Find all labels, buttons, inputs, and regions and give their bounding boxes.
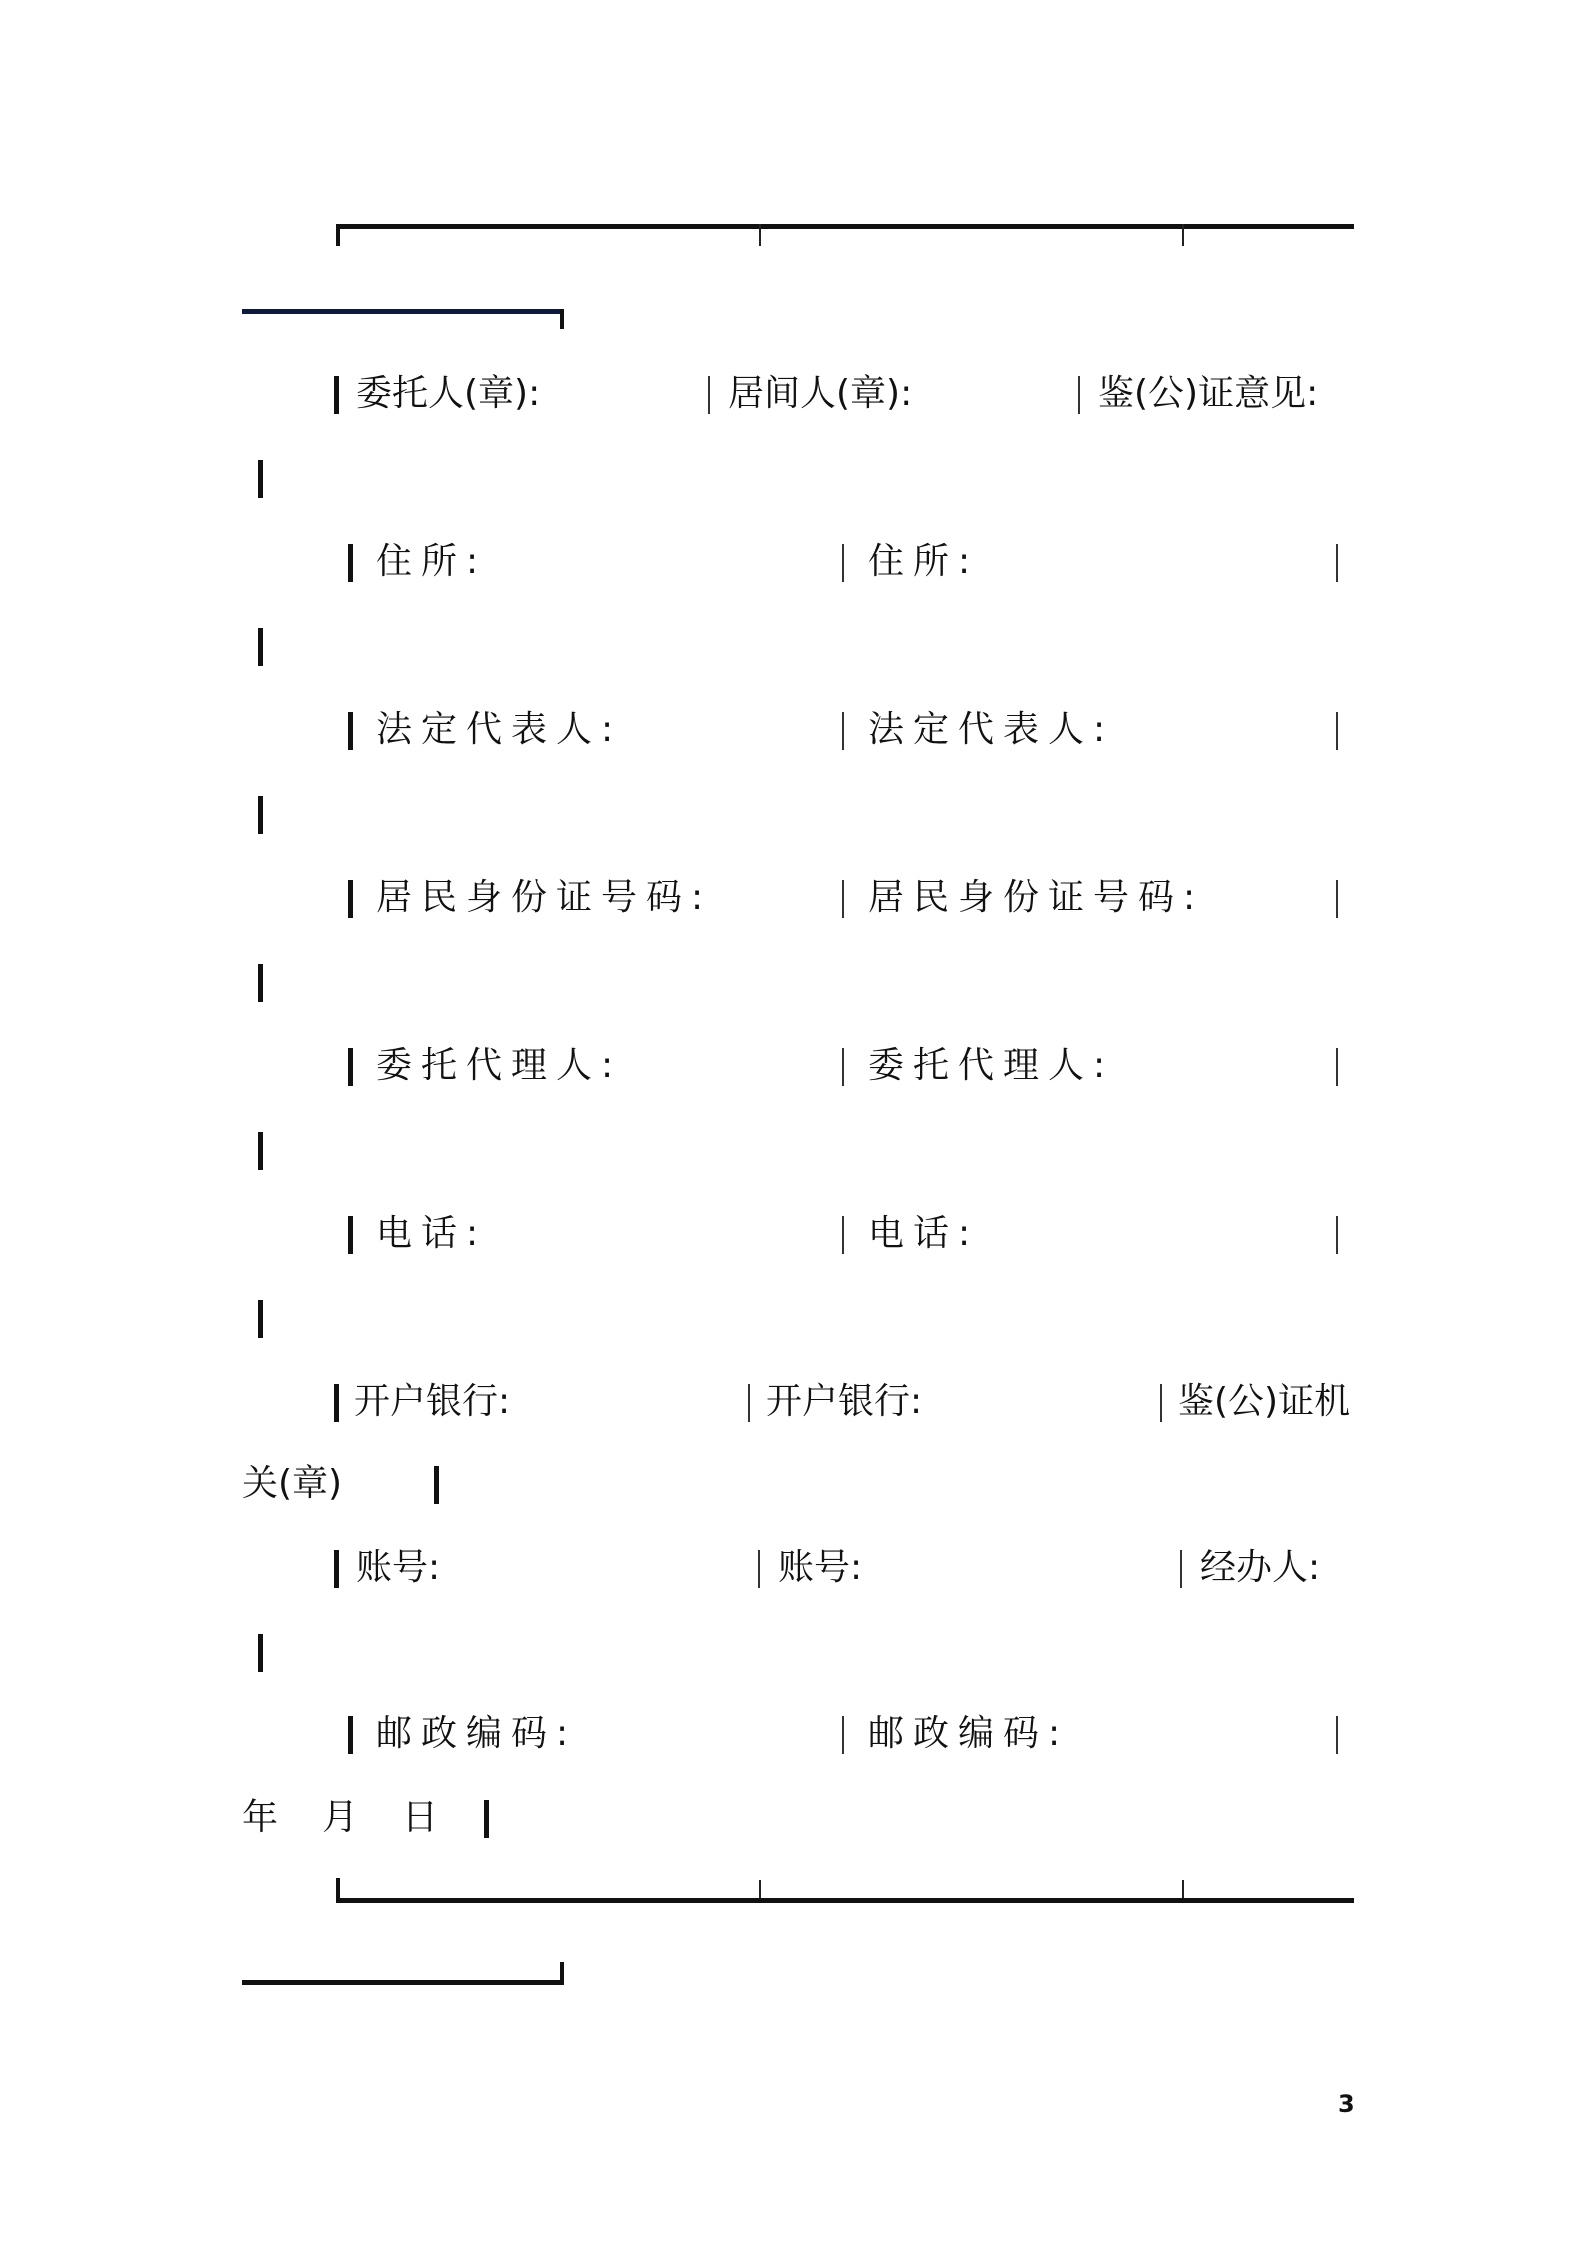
address-label-a: 住所: (376, 541, 488, 582)
notary-office-label-cont: 关(章) (242, 1463, 343, 1504)
intermediary-seal-label: 居间人(章): (728, 373, 913, 414)
date-label: 年 月 日 (242, 1797, 443, 1838)
bank-label-a: 开户银行: (354, 1381, 511, 1422)
handler-label: 经办人: (1200, 1547, 1321, 1588)
account-label-a: 账号: (356, 1547, 441, 1588)
row2-wrap-bar (258, 628, 263, 666)
notary-opinion-label: 鉴(公)证意见: (1098, 373, 1319, 414)
row5-wrap-bar (258, 1132, 263, 1170)
row2-bar-b (842, 544, 844, 582)
consignor-seal-label: 委托人(章): (356, 373, 541, 414)
row6-bar-b (842, 1216, 844, 1254)
row8-wrap-bar (258, 1634, 263, 1672)
top-border-tick-1 (759, 224, 761, 246)
row2-bar-c (1336, 544, 1338, 582)
top-border-line (336, 224, 1354, 229)
row2-bar-a (348, 544, 353, 582)
top-border-left-tick (336, 224, 340, 246)
row6-bar-a (348, 1216, 353, 1254)
row1-bar-a (334, 376, 339, 414)
row5-bar-a (348, 1048, 353, 1086)
top-border-wrap-line (242, 309, 564, 314)
top-border-tick-2 (1182, 224, 1184, 246)
row4-bar-a (348, 880, 353, 918)
id-number-label-a: 居民身份证号码: (376, 877, 713, 918)
row3-bar-a (348, 712, 353, 750)
agent-label-b: 委托代理人: (868, 1045, 1115, 1086)
postal-code-label-b: 邮政编码: (868, 1713, 1070, 1754)
row3-bar-b (842, 712, 844, 750)
bottom-border-line (336, 1898, 1354, 1903)
address-label-b: 住所: (868, 541, 980, 582)
bottom-border-wrap-line (242, 1980, 564, 1985)
row8-bar-c (1180, 1550, 1182, 1588)
postal-code-label-a: 邮政编码: (376, 1713, 578, 1754)
row1-bar-c (1078, 376, 1080, 414)
row8-bar-b (758, 1550, 760, 1588)
row1-bar-b (708, 376, 710, 414)
row9-bar-b (842, 1716, 844, 1754)
bank-label-b: 开户银行: (766, 1381, 923, 1422)
page-number: 3 (1338, 2090, 1355, 2118)
row5-bar-b (842, 1048, 844, 1086)
account-label-b: 账号: (778, 1547, 863, 1588)
row3-wrap-bar (258, 796, 263, 834)
legal-rep-label-a: 法定代表人: (376, 709, 623, 750)
row9-bar-c (1336, 1716, 1338, 1754)
phone-label-b: 电话: (868, 1213, 980, 1254)
row9-bar-a (348, 1716, 353, 1754)
row8-bar-a (334, 1550, 339, 1588)
row9-wrap-bar (484, 1800, 489, 1838)
row4-bar-b (842, 880, 844, 918)
phone-label-a: 电话: (376, 1213, 488, 1254)
row5-bar-c (1336, 1048, 1338, 1086)
notary-office-label: 鉴(公)证机 (1178, 1381, 1351, 1422)
row1-wrap-bar (258, 460, 263, 498)
row7-wrap-bar (434, 1466, 439, 1504)
row7-bar-c (1160, 1384, 1162, 1422)
row7-bar-b (748, 1384, 750, 1422)
row4-bar-c (1336, 880, 1338, 918)
legal-rep-label-b: 法定代表人: (868, 709, 1115, 750)
row6-wrap-bar (258, 1300, 263, 1338)
row3-bar-c (1336, 712, 1338, 750)
row7-bar-a (334, 1384, 339, 1422)
top-border-wrap-tick (560, 309, 564, 329)
id-number-label-b: 居民身份证号码: (868, 877, 1205, 918)
row6-bar-c (1336, 1216, 1338, 1254)
row4-wrap-bar (258, 964, 263, 1002)
agent-label-a: 委托代理人: (376, 1045, 623, 1086)
